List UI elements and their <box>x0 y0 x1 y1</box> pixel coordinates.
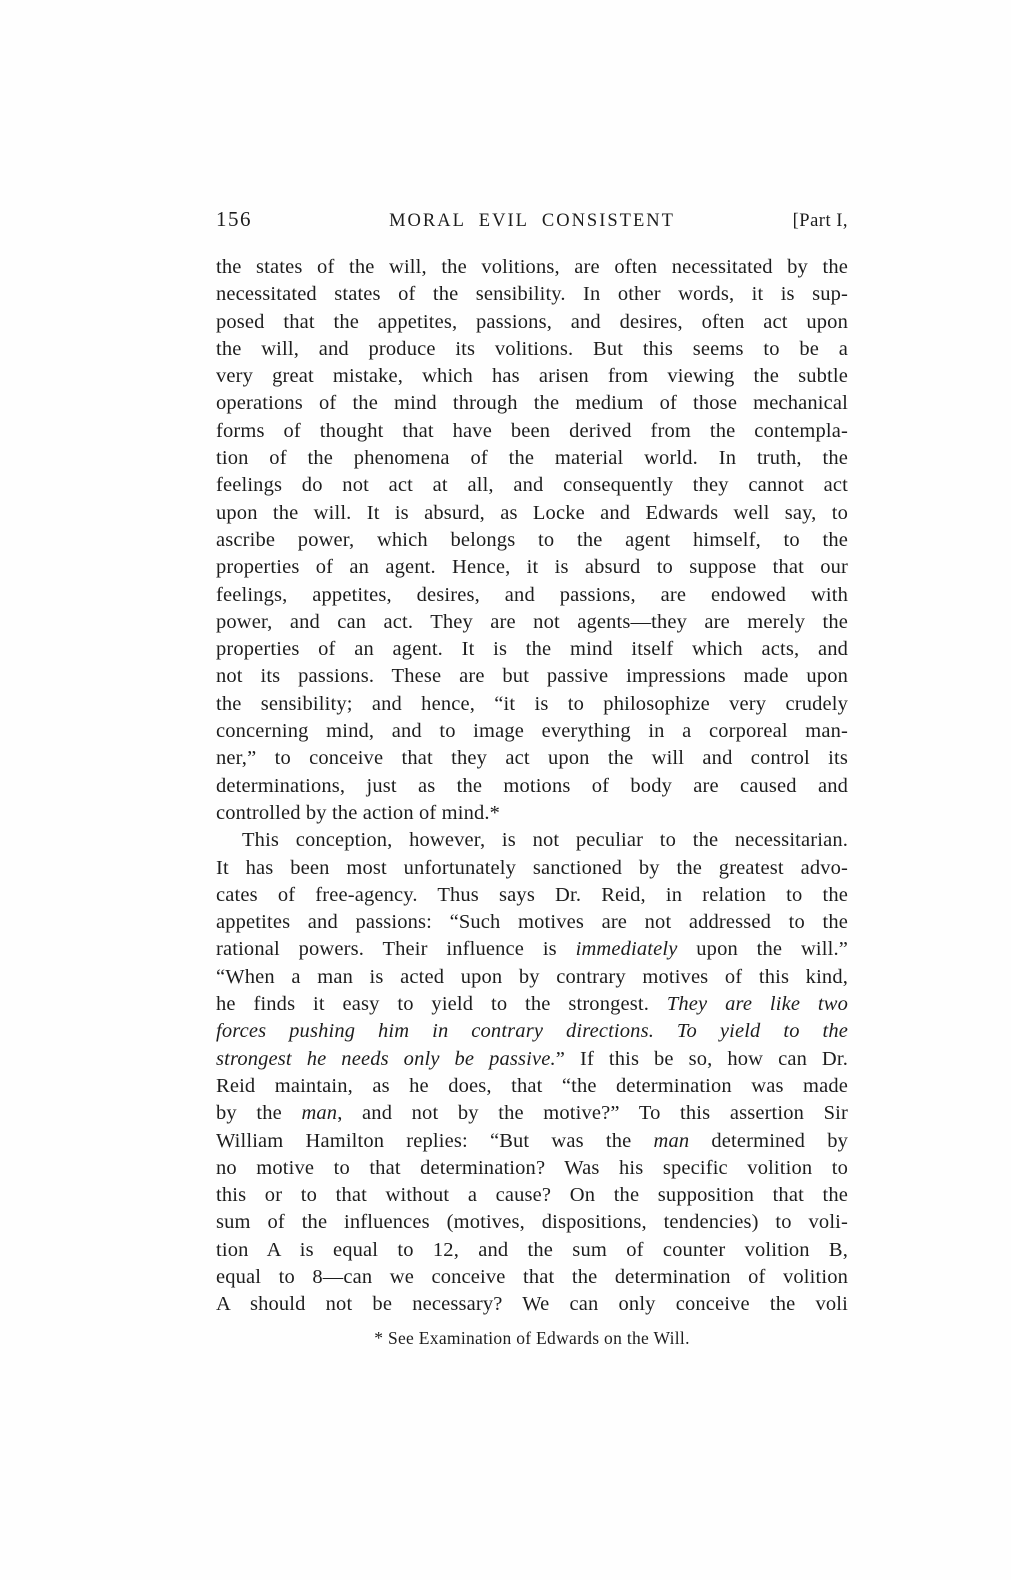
text-run: cates of free-agency. Thus says Dr. Reid, in relation to the <box>216 883 848 906</box>
text-run: determinations, just as the motions of body are caused and <box>216 774 848 797</box>
text-line <box>216 390 848 417</box>
text-run: Reid maintain, as he does, that “the determination was made <box>216 1074 848 1097</box>
text-line <box>216 500 848 527</box>
text-run: concerning mind, and to image everything in a corporeal man- <box>216 720 848 743</box>
text-line <box>216 1237 848 1264</box>
text-line <box>216 1264 848 1291</box>
italic-text-run: strongest he needs only be passive. <box>216 1047 556 1070</box>
text-line <box>216 445 848 472</box>
italic-text-run: forces pushing him in contrary directions. To yield to the <box>216 1020 848 1043</box>
text-run: ner,” to conceive that they act upon the will and control its <box>216 747 848 770</box>
text-line <box>216 663 848 690</box>
text-line <box>216 882 848 909</box>
text-line <box>216 636 848 663</box>
text-line <box>216 1018 848 1045</box>
text-run: very great mistake, which has arisen from viewing the subtle <box>216 365 848 388</box>
text-line <box>216 691 848 718</box>
text-run: properties of an agent. It is the mind itself which acts, and <box>216 638 848 661</box>
italic-text-run: They are like two <box>666 993 848 1016</box>
body-text <box>216 254 848 1352</box>
text-line <box>216 363 848 390</box>
text-line <box>216 1209 848 1236</box>
text-run: “When a man is acted upon by contrary motives of this kind, <box>216 965 848 988</box>
text-line <box>216 309 848 336</box>
text-line <box>216 800 848 827</box>
text-run: forms of thought that have been derived from the contempla- <box>216 419 848 442</box>
text-run: A should not be necessary? We can only conceive the voli <box>216 1293 848 1316</box>
text-run: power, and can act. They are not agents—they are merely the <box>216 610 848 633</box>
text-run: not its passions. These are but passive impressions made upon <box>216 665 848 688</box>
text-run: he finds it easy to yield to the strongest. <box>216 993 667 1016</box>
text-run: tion of the phenomena of the material world. In truth, the <box>216 447 848 470</box>
text-run: equal to 8—can we conceive that the determination of volition <box>216 1265 848 1288</box>
text-run: no motive to that determination? Was his specific volition to <box>216 1156 848 1179</box>
text-line <box>216 418 848 445</box>
text-run: by the <box>216 1102 302 1125</box>
text-line <box>216 1155 848 1182</box>
text-line <box>216 554 848 581</box>
text-line <box>216 1128 848 1155</box>
text-run: feelings, appetites, desires, and passions, are endowed with <box>216 583 848 606</box>
text-run: the sensibility; and hence, “it is to philosophize very crudely <box>216 692 848 715</box>
text-run: the states of the will, the volitions, are often necessitated by the <box>216 256 848 278</box>
text-line <box>216 1182 848 1209</box>
text-line <box>216 855 848 882</box>
italic-text-run: man <box>301 1102 338 1125</box>
text-line <box>216 527 848 554</box>
text-line <box>216 1291 848 1318</box>
text-line <box>216 609 848 636</box>
text-run: necessitated states of the sensibility. In other words, it is sup- <box>216 283 848 306</box>
text-run: operations of the mind through the medium of those mechanical <box>216 392 848 415</box>
running-title: MORAL EVIL CONSISTENT <box>389 211 675 231</box>
paragraph <box>216 254 848 827</box>
text-line <box>216 936 848 963</box>
text-run: determined by <box>689 1129 849 1152</box>
text-run: upon the will. It is absurd, as Locke and Edwards well say, to <box>216 501 848 524</box>
text-line <box>216 1100 848 1127</box>
text-line <box>216 1073 848 1100</box>
text-line <box>216 718 848 745</box>
text-line <box>216 336 848 363</box>
text-run: It has been most unfortunately sanctioned by the greatest advo- <box>216 856 848 879</box>
text-run: This conception, however, is not peculiar to the necessitarian. <box>242 829 848 852</box>
text-run: William Hamilton replies: “But was the <box>216 1129 654 1152</box>
text-line <box>216 582 848 609</box>
text-run: properties of an agent. Hence, it is absurd to suppose that our <box>216 556 848 579</box>
text-line <box>216 254 848 281</box>
text-run: the will, and produce its volitions. But this seems to be a <box>216 337 848 360</box>
text-run: appetites and passions: “Such motives are not addressed to the <box>216 911 848 934</box>
page-number: 156 <box>216 207 252 231</box>
text-run: posed that the appetites, passions, and desires, often act upon <box>216 310 848 333</box>
text-line <box>216 472 848 499</box>
text-run: ” If this be so, how can Dr. <box>555 1047 848 1070</box>
text-run: controlled by the action of mind.* <box>216 801 501 824</box>
text-run: feelings do not act at all, and consequently they cannot act <box>216 474 848 497</box>
text-run: , and not by the motive?” To this assertion Sir <box>337 1102 848 1125</box>
text-line <box>216 991 848 1018</box>
text-run: tion A is equal to 12, and the sum of counter volition B, <box>216 1238 848 1261</box>
part-label: [Part I, <box>792 211 848 231</box>
text-run: this or to that without a cause? On the supposition that the <box>216 1184 848 1207</box>
italic-text-run: immediately <box>575 938 678 961</box>
text-line <box>216 827 848 854</box>
text-line <box>216 1046 848 1073</box>
footnote: * See Examination of Edwards on the Will. <box>374 1327 690 1348</box>
text-run: ascribe power, which belongs to the agent himself, to the <box>216 528 848 551</box>
text-run: sum of the influences (motives, dispositions, tendencies) to voli- <box>216 1211 848 1234</box>
text-run: rational powers. Their influence is <box>216 938 576 961</box>
running-header <box>216 207 848 232</box>
text-line <box>216 964 848 991</box>
text-line <box>216 909 848 936</box>
text-line <box>216 281 848 308</box>
paragraph <box>216 827 848 1318</box>
text-run: upon the will.” <box>677 938 848 961</box>
text-line <box>216 745 848 772</box>
text-line <box>216 773 848 800</box>
italic-text-run: man <box>653 1129 690 1152</box>
